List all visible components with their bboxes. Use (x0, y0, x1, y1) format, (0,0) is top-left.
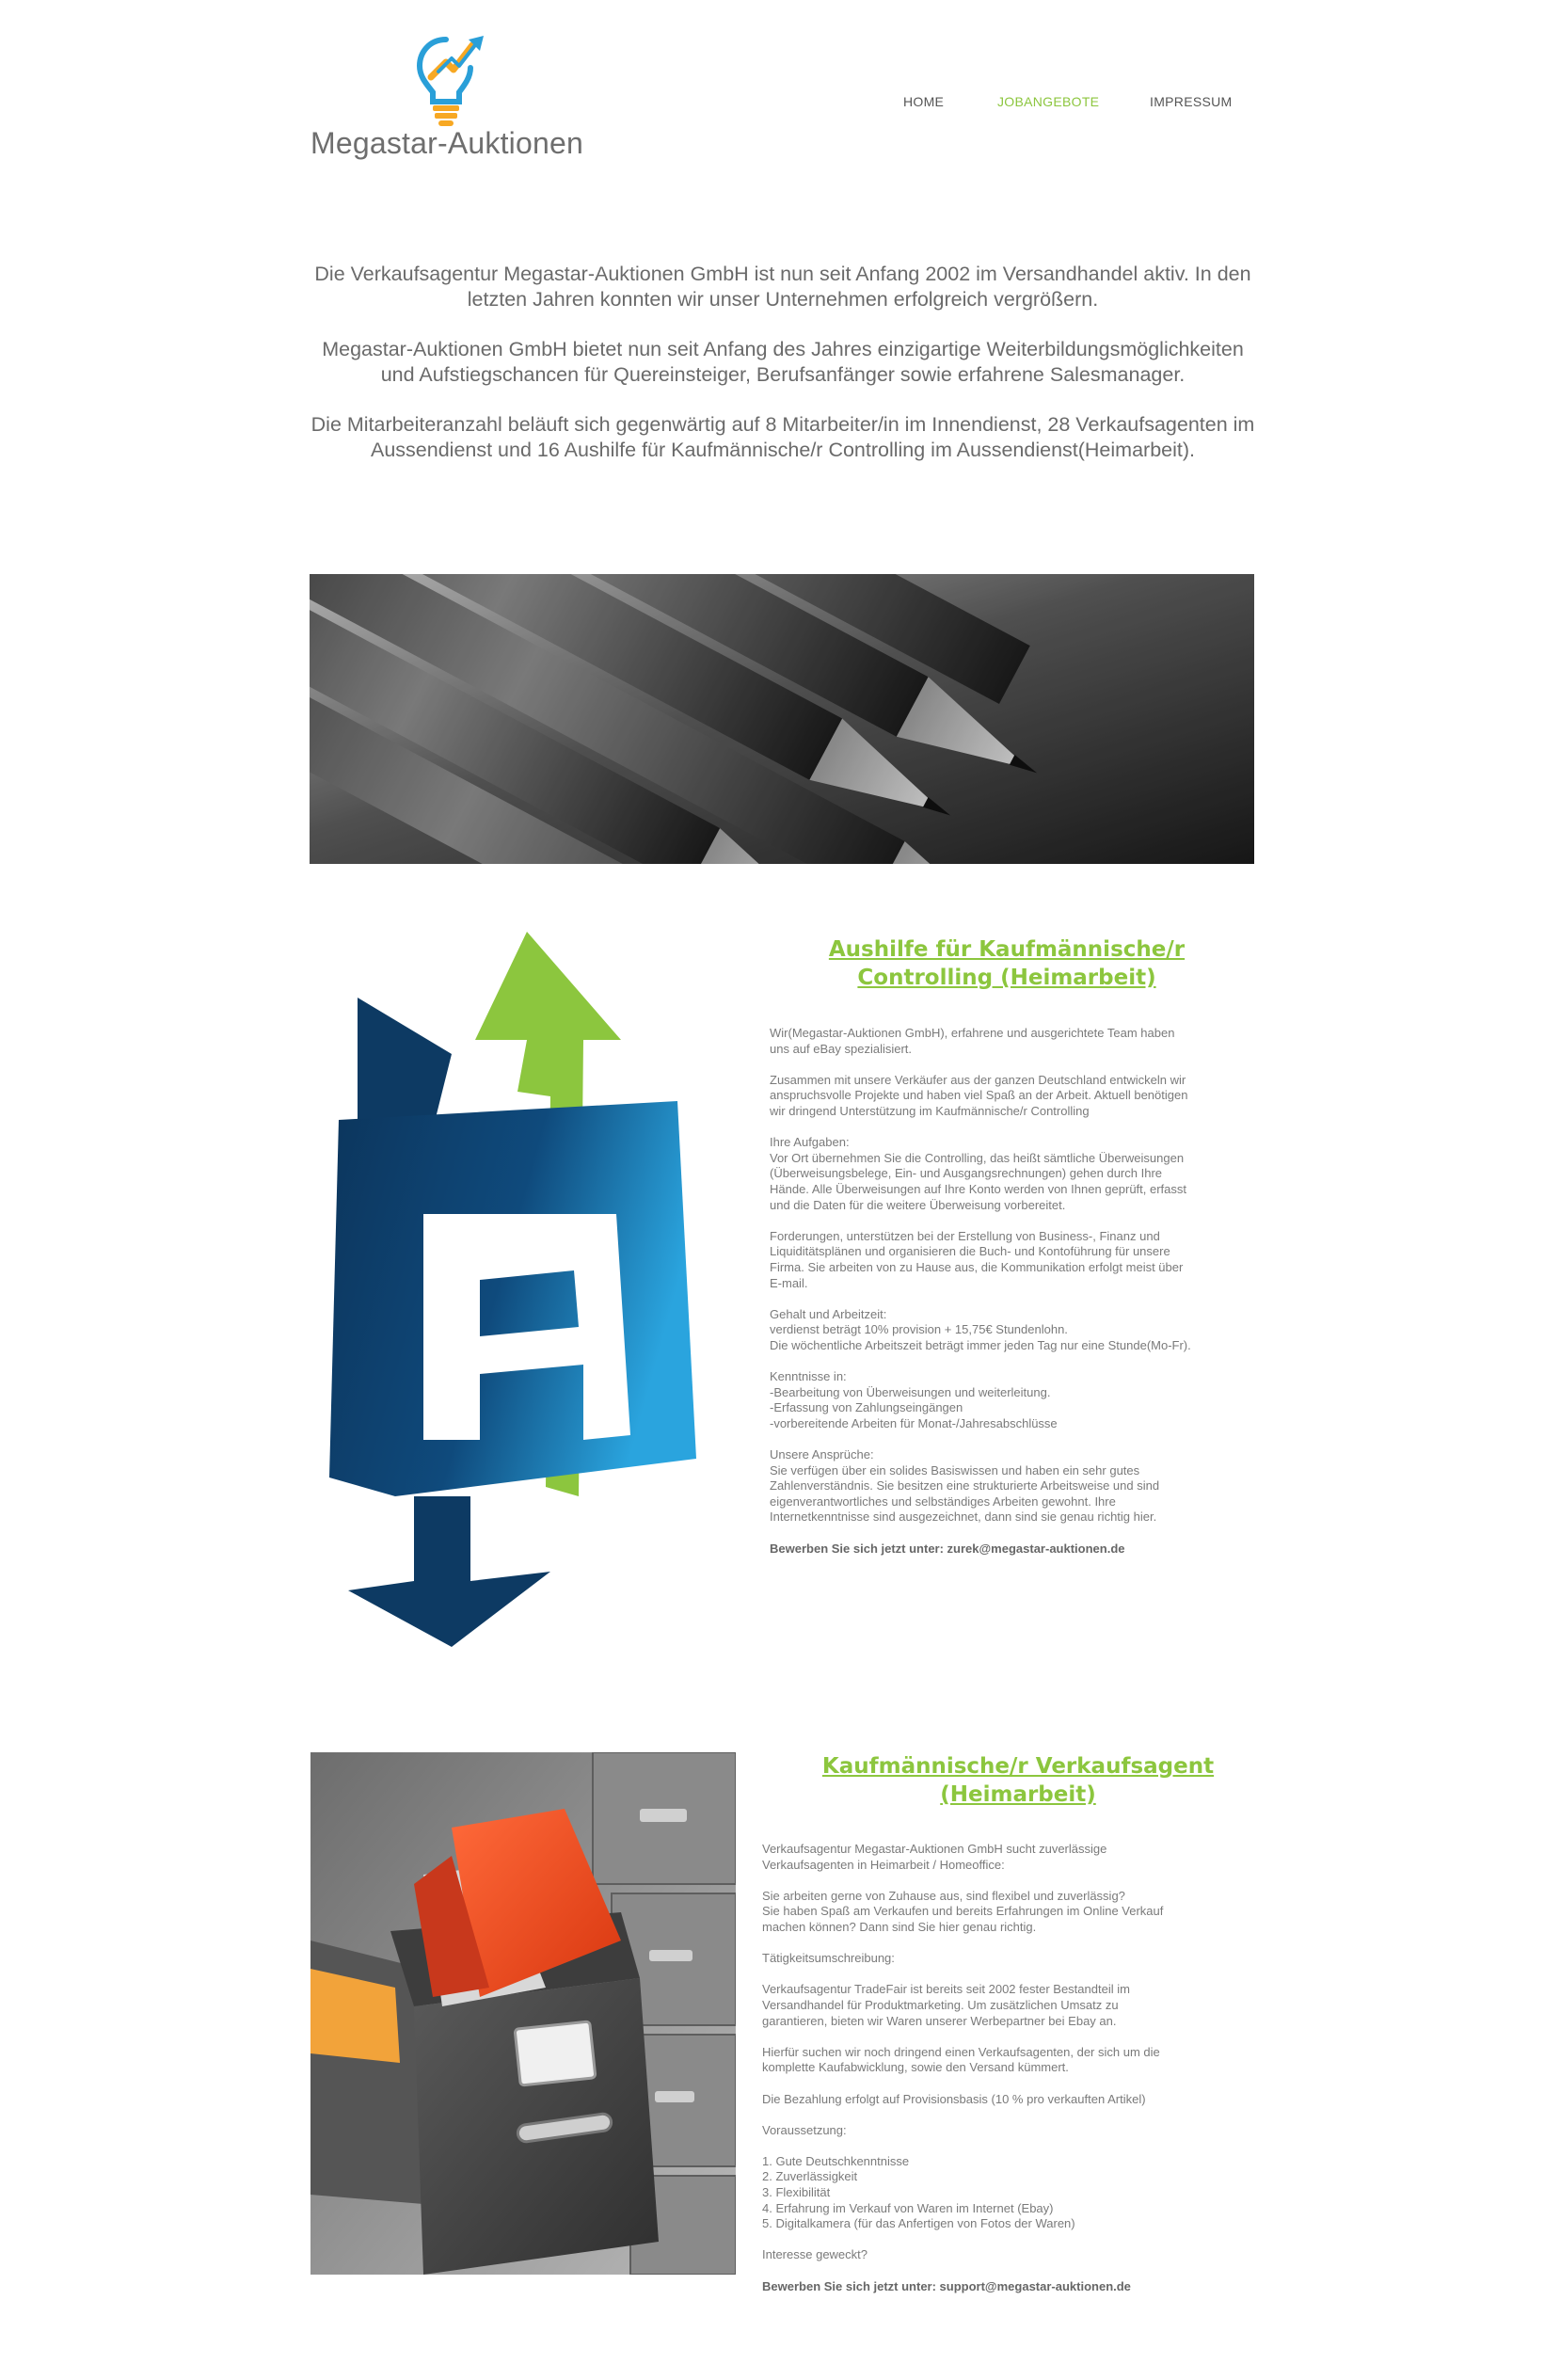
job-paragraph: Ihre Aufgaben: Vor Ort übernehmen Sie die Controlling, das heißt sämtliche Überweisungen (Überweisungsbelege, Ein- und Ausgangsrechnungen) gehen durch Ihre Hände. Alle Überweisungen auf Ihre Konto werden von Ihnen geprüft, erfasst und die Daten für die weitere Überweisung vorbereitet. (770, 1135, 1187, 1212)
apply-contact: Bewerben Sie sich jetzt unter: zurek@megastar-auktionen.de (770, 1541, 1125, 1556)
job-paragraph: Interesse geweckt? (762, 2247, 868, 2262)
pencils-banner-image (310, 574, 1254, 864)
job-paragraph: Gehalt und Arbeitzeit: verdienst beträgt 10% provision + 15,75€ Stundenlohn. Die wöchentliche Arbeitszeit beträgt immer jeden Tag nur eine Stunde(Mo-Fr). (770, 1306, 1191, 1352)
job-paragraph: Hierfür suchen wir noch dringend einen Verkaufsagenten, der sich um die komplette Kaufabwicklung, sowie den Versand kümmert. (762, 2044, 1160, 2075)
job-title-line[interactable]: Aushilfe für Kaufmännische/r (828, 937, 1186, 962)
nav-impressum-link[interactable]: IMPRESSUM (1150, 94, 1233, 109)
nav-home[interactable] (903, 94, 944, 109)
nav-home-link[interactable]: HOME (903, 94, 945, 109)
intro-paragraph: Die Mitarbeiteranzahl beläuft sich gegenwärtig auf 8 Mitarbeiter/in im Innendienst, 28 Verkaufsagenten im Aussendienst und 16 Aushilfe für Kaufmännische/r Controlling im Aussendienst(Heimarbeit). (310, 413, 1255, 461)
file-cabinet-photo (310, 1752, 736, 2275)
job-paragraph: Zusammen mit unsere Verkäufer aus der ganzen Deutschland entwickeln wir anspruchsvolle Projekte und haben viel Spaß an der Arbeit. Aktuell benötigen wir dringend Unterstützung im Kaufmännische/r Controlling (770, 1072, 1188, 1118)
job-paragraph: Verkaufsagentur TradeFair ist bereits seit 2002 fester Bestandteil im Versandhandel für Produktmarketing. Um zusätzlichen Umsatz zu garantieren, bieten wir Waren unserer Werbepartner bei Ebay an. (762, 1982, 1130, 2028)
job-paragraph: Sie arbeiten gerne von Zuhause aus, sind flexibel und zuverlässig? Sie haben Spaß am Verkaufen und bereits Erfahrungen im Online Verkauf machen können? Dann sind Sie hier genau richtig. (762, 1888, 1164, 1934)
intro-paragraph: Die Verkaufsagentur Megastar-Auktionen GmbH ist nun seit Anfang 2002 im Versandhandel aktiv. In den letzten Jahren konnten wir unser Unternehmen erfolgreich vergrößern. (314, 263, 1251, 311)
nav-jobangebote-link[interactable]: JOBANGEBOTE (997, 94, 1100, 109)
nav-jobangebote[interactable] (997, 94, 1099, 109)
arrows-logo-icon (310, 932, 706, 1647)
job-paragraph: Voraussetzung: (762, 2122, 847, 2137)
job-description-verkaufsagent (762, 1842, 1223, 2310)
site-logo[interactable] (309, 34, 610, 175)
job-description-controlling (770, 1026, 1235, 1573)
intro-paragraph: Megastar-Auktionen GmbH bietet nun seit Anfang des Jahres einzigartige Weiterbildungsmöglichkeiten und Aufstiegschancen für Quereinsteiger, Berufsanfänger sowie erfahrene Salesmanager. (322, 338, 1244, 386)
intro-text (310, 262, 1255, 487)
job-title-line[interactable]: Controlling (Heimarbeit) (857, 966, 1156, 990)
job-paragraph: Die Bezahlung erfolgt auf Provisionsbasis (10 % pro verkauften Artikel) (762, 2091, 1146, 2106)
job-title-line[interactable]: (Heimarbeit) (940, 1782, 1096, 1807)
nav-impressum[interactable] (1150, 94, 1233, 109)
job-title-line[interactable]: Kaufmännische/r Verkaufsagent (821, 1754, 1215, 1779)
job-paragraph: Wir(Megastar-Auktionen GmbH), erfahrene und ausgerichtete Team haben uns auf eBay spezialisiert. (770, 1026, 1175, 1056)
job-paragraph: Tätigkeitsumschreibung: (762, 1951, 895, 1966)
job-paragraph: Forderungen, unterstützen bei der Erstellung von Business-, Finanz und Liquiditätsplänen und organisieren die Buch- und Kontoführung für unsere Firma. Sie arbeiten von zu Hause aus, die Kommunikation erfolgt meist über E-mail. (770, 1228, 1184, 1290)
job-paragraph: Kenntnisse in: -Bearbeitung von Überweisungen und weiterleitung. -Erfassung von Zahlungseingängen -vorbereitende Arbeiten für Monat-/Jahresabschlüsse (770, 1369, 1058, 1430)
pencils-photo (310, 574, 1254, 864)
job-title-verkaufsagent[interactable] (811, 1752, 1225, 1809)
controlling-logo-image (310, 932, 706, 1647)
job-paragraph: Verkaufsagentur Megastar-Auktionen GmbH sucht zuverlässige Verkaufsagenten in Heimarbeit / Homeoffice: (762, 1842, 1107, 1872)
brand-name: Megastar-Auktionen (310, 126, 583, 160)
file-cabinet-image (310, 1752, 736, 2275)
job-title-controlling[interactable] (790, 935, 1223, 992)
lightbulb-logo-icon (412, 34, 487, 132)
job-paragraph: Unsere Ansprüche: Sie verfügen über ein solides Basiswissen und haben ein sehr gutes Zahlenverständnis. Sie besitzen eine strukturierte Arbeitsweise und sind eigenverantwortliches und selbständiges Arbeiten gewohnt. Ihre Internetkenntnisse sind ausgezeichnet, dann sind sie genau richtig hier. (770, 1447, 1160, 1525)
job-paragraph: 1. Gute Deutschkenntnisse 2. Zuverlässigkeit 3. Flexibilität 4. Erfahrung im Verkauf von Waren im Internet (Ebay) 5. Digitalkamera (für das Anfertigen von Fotos der Waren) (762, 2153, 1075, 2231)
apply-contact: Bewerben Sie sich jetzt unter: support@megastar-auktionen.de (762, 2278, 1131, 2293)
